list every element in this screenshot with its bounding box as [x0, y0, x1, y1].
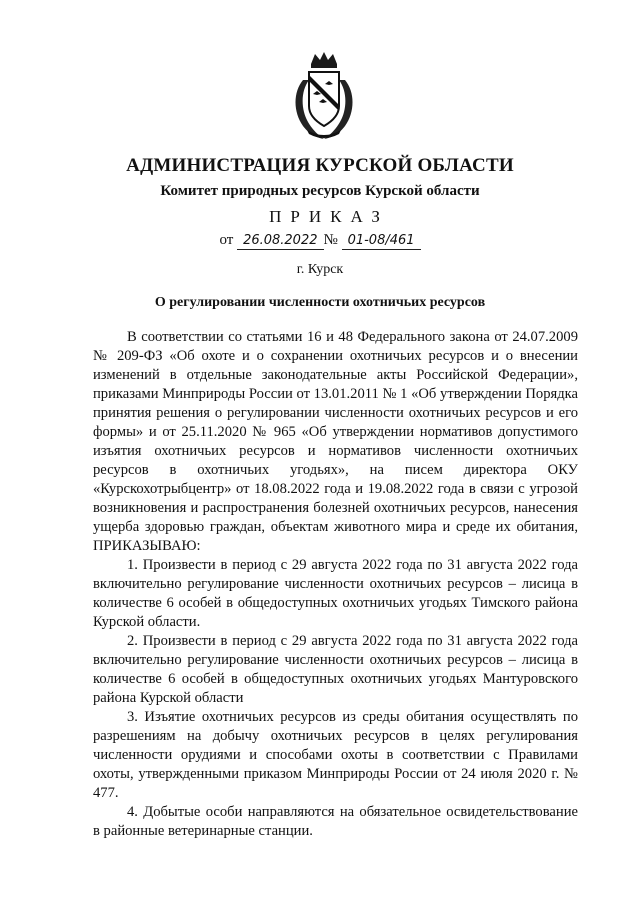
preamble-paragraph: В соответствии со статьями 16 и 48 Федерального закона от 24.07.2009 № 209-ФЗ «Об охоте и о сохранении охотничьих ресурсов и о внесении изменений в отдельные законодательные акты Российской Федерации», приказами Минприроды России от 13.01.2011 № 1 «Об утверждении Порядка принятия решения о регулировании численности охотничьих ресурсов и его формы» и от 25.11.2020 № 965 «Об утверждении нормативов допустимого изъятия охотничьих ресурсов и нормативов численности охотничьих ресурсов в охотничьих угодьях», на писем директора ОКУ «Курскохотрыбцентр» от 18.08.2022 года и 19.08.2022 года в связи с угрозой возникновения и распространения болезней охотничьих ресурсов, нанесения ущерба здоровью граждан, объектам животного мира и среде их обитания, ПРИКАЗЫВАЮ:: [93, 329, 578, 554]
order-item-2: 2. Произвести в период с 29 августа 2022 года по 31 августа 2022 года включительно регулирование численности охотничьих ресурсов – лисица в количестве 6 особей в общедоступных охотничьих угодьях Мантуровского района Курской области: [93, 633, 578, 706]
order-item-4: 4. Добытые особи направляются на обязательное освидетельствование в районные ветеринарные станции.: [93, 804, 578, 839]
document-body: [93, 328, 578, 841]
city: г. Курск: [296, 262, 344, 277]
coat-of-arms-emblem: [289, 50, 359, 142]
committee-name: Комитет природных ресурсов Курской области: [160, 183, 480, 199]
document-type: ПРИКАЗ: [269, 207, 389, 226]
document-number: 01-08/461: [342, 233, 421, 250]
number-prefix: №: [323, 232, 338, 248]
document-date: 26.08.2022: [237, 233, 323, 250]
document-subject: О регулировании численности охотничьих ресурсов: [154, 295, 486, 310]
date-prefix: от: [219, 232, 234, 248]
order-item-1: 1. Произвести в период с 29 августа 2022 года по 31 августа 2022 года включительно регулирование численности охотничьих ресурсов – лисица в количестве 6 особей в общедоступных охотничьих угодьях Тимского района Курской области.: [93, 557, 578, 630]
date-number-line: [0, 232, 640, 250]
order-item-3: 3. Изъятие охотничьих ресурсов из среды обитания осуществлять по разрешениям на добычу охотничьих ресурсов в целях регулирования численности орудиями и способами охоты в соответствии с Правилами охоты, утвержденными приказом Минприроды России от 24 июля 2020 г. № 477.: [93, 709, 578, 801]
organization-title: АДМИНИСТРАЦИЯ КУРСКОЙ ОБЛАСТИ: [126, 155, 514, 176]
